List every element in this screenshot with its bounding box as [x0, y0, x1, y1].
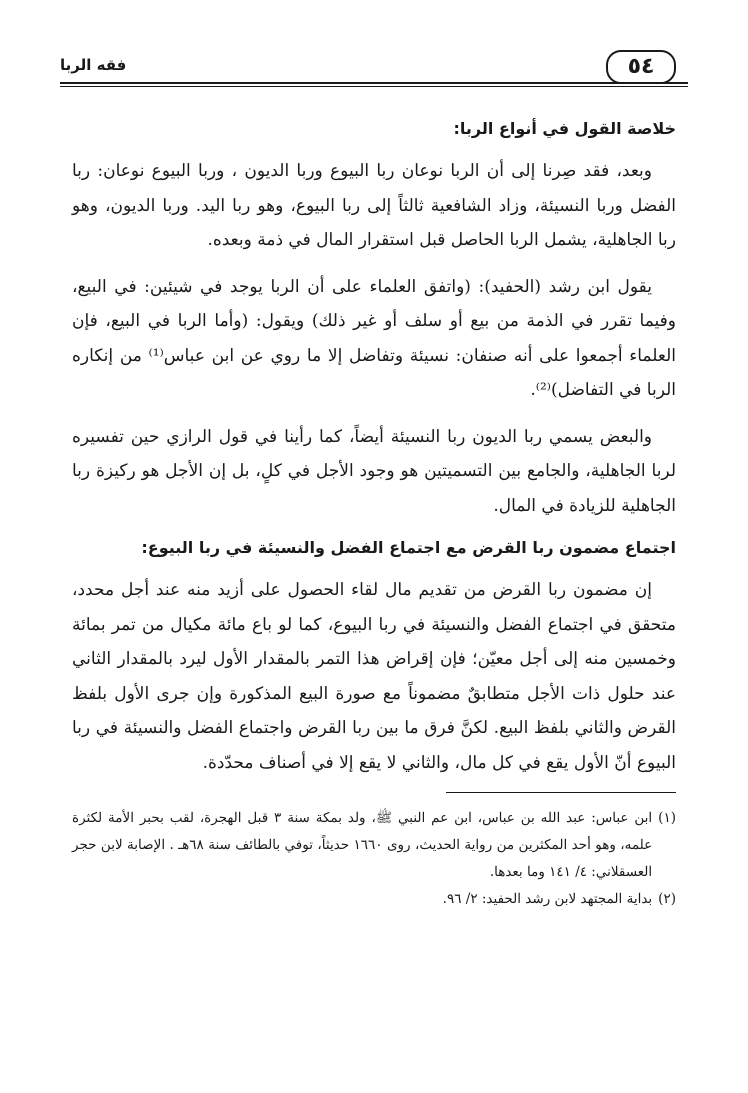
page-number: ٥٤ [606, 50, 676, 84]
section-heading: اجتماع مضمون ربا القرض مع اجتماع الفضل والنسيئة في ربا البيوع: [141, 538, 676, 557]
running-title: فقه الربا [60, 56, 127, 74]
footnote-item [72, 886, 676, 913]
footnote-text: ابن عباس: عبد الله بن عباس، ابن عم النبي ﷺ، ولد بمكة سنة ٣ قبل الهجرة، لقب بحبر الأمة لكثرة علمه، وهو أحد المكثرين من رواية الحديث، روى ١٦٦٠ حديثاً، توفي بالطائف سنة ٦٨هـ . الإصابة لابن حجر العسقلاني: ٤/ ١٤١ وما بعدها. [72, 810, 653, 880]
header-rule [60, 82, 688, 84]
footnote-text: بداية المجتهد لابن رشد الحفيد: ٢/ ٩٦. [442, 891, 653, 907]
footnote-mark: (٢) [658, 891, 676, 907]
paragraph: وبعد، فقد صِرنا إلى أن الربا نوعان ربا البيوع وربا الديون ، وربا البيوع نوعان: ربا الفضل وربا النسيئة، وزاد الشافعية ثالثاً إلى ربا البيوع، وهو ربا اليد. وربا الديون، وهو ربا الجاهلية، يشمل الربا الحاصل قبل استقرار المال في ذمة وبعده. [72, 161, 676, 250]
section-heading: خلاصة القول في أنواع الربا: [453, 119, 676, 138]
footnote-item [72, 805, 676, 886]
page-header [60, 44, 688, 90]
header-rule-thin [60, 86, 688, 87]
footnote-mark: (١) [658, 810, 676, 826]
footnote-separator [446, 792, 676, 793]
paragraph: يقول ابن رشد (الحفيد): (واتفق العلماء على أن الربا يوجد في شيئين: في البيع، وفيما تقرر في الذمة من بيع أو سلف أو غير ذلك) ويقول: (وأما الربا في البيع، فإن العلماء أجمعوا على أنه صنفان: نسيئة وتفاضل إلا ما روي عن ابن عباس⁽¹⁾ من إنكاره الربا في التفاضل)⁽²⁾. [72, 276, 676, 400]
paragraph: إن مضمون ربا القرض من تقديم مال لقاء الحصول على أزيد منه عند أجل محدد، متحقق في اجتماع الفضل والنسيئة في ربا البيوع، كما لو باع مائة مكيال من تمر بمائة وخمسين منه إلى أجل معيّن؛ فإن إقراض هذا التمر بالمقدار الأول ليرد بالمقدار الثاني عند حلول ذات الأجل متطابقٌ مضموناً مع صورة البيع المذكورة وإن جرى الأول بلفظ القرض والثاني بلفظ البيع. لكنَّ فرق ما بين ربا القرض واجتماع الفضل والنسيئة في ربا البيوع أنّ الأول يقع في كل مال، والثاني لا يقع إلا في أصناف محدّدة. [72, 580, 676, 773]
paragraph: والبعض يسمي ربا الديون ربا النسيئة أيضاً، كما رأينا في قول الرازي حين تفسيره لربا الجاهلية، والجامع بين التسميتين هو وجود الأجل في كلٍ، بل إن الأجل هو ركيزة ربا الجاهلية للزيادة في المال. [72, 426, 676, 516]
page-body [72, 116, 676, 913]
footnotes [72, 805, 676, 913]
